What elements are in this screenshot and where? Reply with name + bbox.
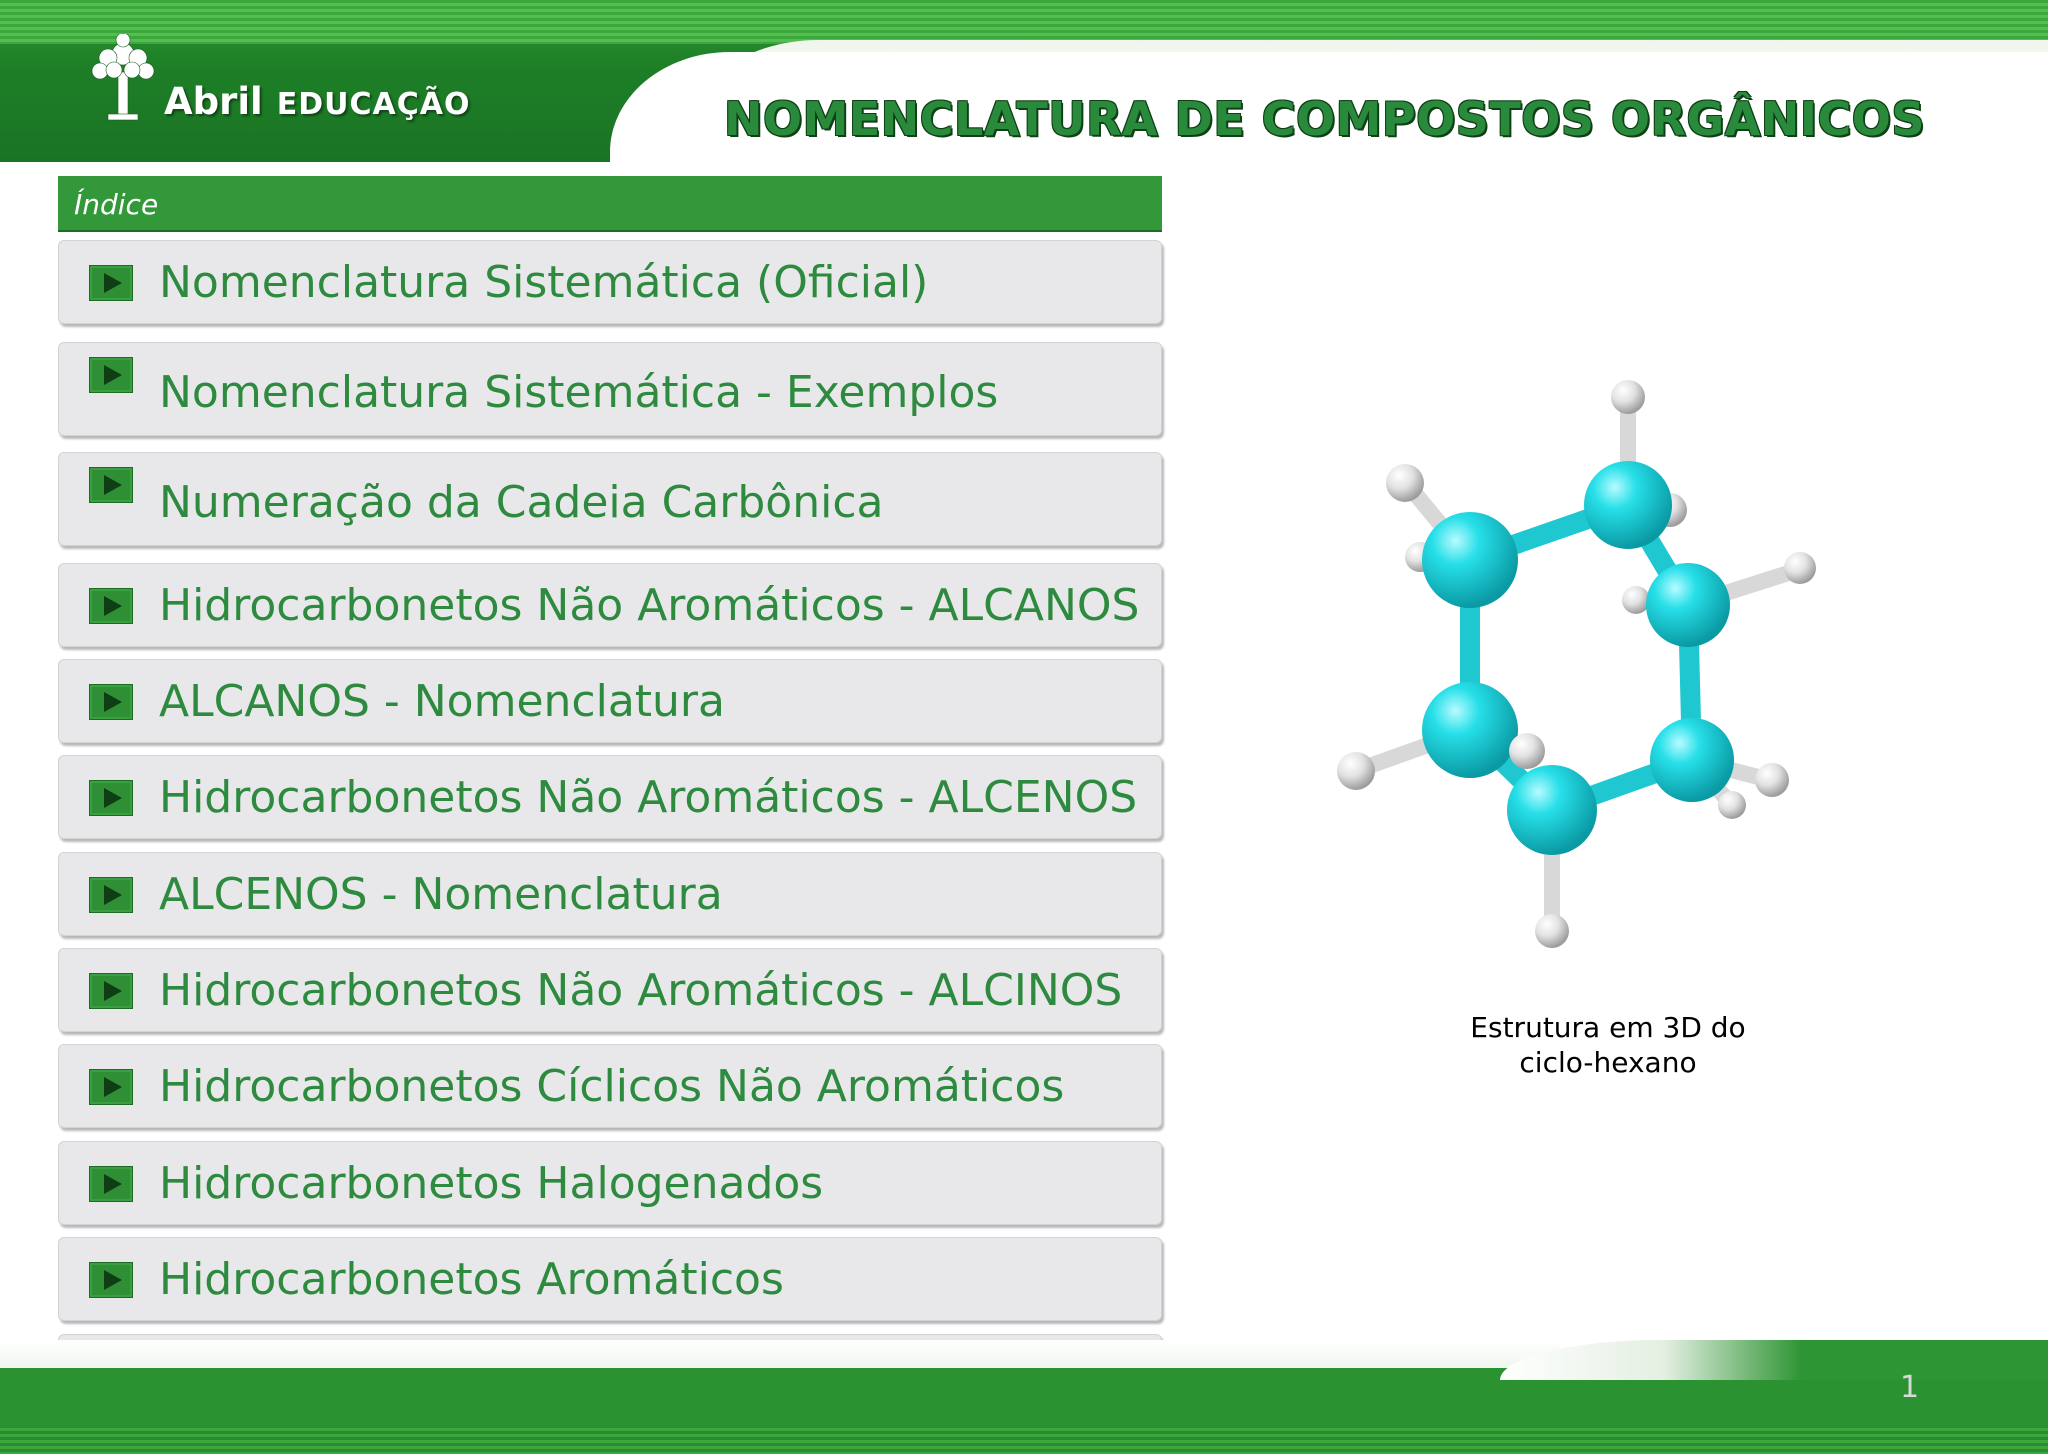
figure-caption xyxy=(1408,1010,1808,1080)
menu-item-label: Hidrocarbonetos Não Aromáticos - ALCINOS xyxy=(159,965,1123,1016)
hydrogen-atoms xyxy=(1337,380,1816,948)
menu-item-ciclicos[interactable] xyxy=(58,1044,1162,1128)
figure-caption-line1: Estrutura em 3D do xyxy=(1470,1011,1746,1044)
play-arrow-icon xyxy=(89,1069,133,1105)
index-heading-bar xyxy=(58,176,1162,232)
menu-item-label: Nomenclatura Sistemática (Oficial) xyxy=(159,257,929,308)
menu-item-alcenos[interactable] xyxy=(58,755,1162,839)
play-arrow-icon xyxy=(89,973,133,1009)
menu-item-numeracao[interactable] xyxy=(58,452,1162,546)
menu-item-label: Hidrocarbonetos Halogenados xyxy=(159,1158,824,1209)
play-arrow-icon xyxy=(89,467,133,503)
play-arrow-icon xyxy=(89,1262,133,1298)
menu-item-label: Numeração da Cadeia Carbônica xyxy=(159,477,884,528)
play-arrow-icon xyxy=(89,877,133,913)
page-title: NOMENCLATURA DE COMPOSTOS ORGÂNICOS xyxy=(724,92,1925,146)
menu-item-alcanos-nomenclatura[interactable] xyxy=(58,659,1162,743)
play-arrow-icon xyxy=(89,684,133,720)
menu-item-label: Hidrocarbonetos Não Aromáticos - ALCANOS xyxy=(159,580,1140,631)
hydrogen-bonds xyxy=(1358,400,1798,930)
footer-highlight xyxy=(0,1340,1560,1368)
menu-item-label: Hidrocarbonetos Cíclicos Não Aromáticos xyxy=(159,1061,1065,1112)
index-heading: Índice xyxy=(74,188,159,221)
brand-name: Abril xyxy=(164,80,263,123)
play-arrow-icon xyxy=(89,357,133,393)
menu-item-exemplos[interactable] xyxy=(58,342,1162,436)
menu-item-label: Hidrocarbonetos Não Aromáticos - ALCENOS xyxy=(159,772,1138,823)
footer-wave xyxy=(1500,1340,2048,1380)
brand-suffix: EDUCAÇÃO xyxy=(276,87,471,122)
figure-caption-line2: ciclo-hexano xyxy=(1519,1046,1697,1079)
menu-item-label: Nomenclatura Sistemática - Exemplos xyxy=(159,367,999,418)
menu-item-label: Hidrocarbonetos Aromáticos xyxy=(159,1254,784,1305)
menu-item-nomenclatura-sistematica[interactable] xyxy=(58,240,1162,324)
play-arrow-icon xyxy=(89,588,133,624)
menu-item-label: ALCANOS - Nomenclatura xyxy=(159,676,725,727)
play-arrow-icon xyxy=(89,1166,133,1202)
menu-item-halogenados[interactable] xyxy=(58,1141,1162,1225)
footer-stripe xyxy=(0,1428,2048,1454)
menu-item-alcenos-nomenclatura[interactable] xyxy=(58,852,1162,936)
menu-item-alcanos[interactable] xyxy=(58,563,1162,647)
hydrogen-atom-front xyxy=(1509,733,1545,769)
menu-item-aromaticos[interactable] xyxy=(58,1237,1162,1321)
page-number: 1 xyxy=(1900,1370,1920,1405)
menu-item-alcinos[interactable] xyxy=(58,948,1162,1032)
brand-logo xyxy=(164,80,470,123)
menu-item-label: ALCENOS - Nomenclatura xyxy=(159,869,723,920)
play-arrow-icon xyxy=(89,265,133,301)
play-arrow-icon xyxy=(89,780,133,816)
cyclohexane-3d-model xyxy=(1320,375,1820,955)
